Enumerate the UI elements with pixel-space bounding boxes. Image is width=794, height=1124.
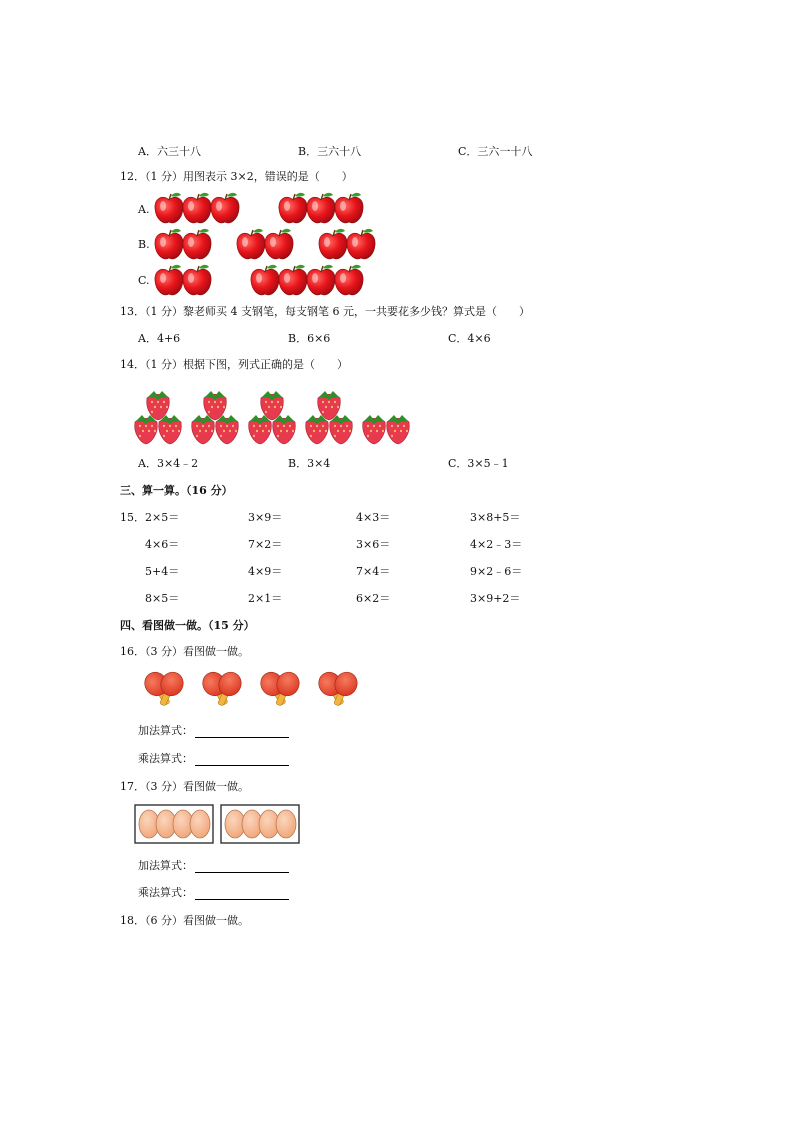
- egg-icon: [190, 810, 210, 838]
- q17-mul-row: [138, 886, 289, 900]
- q13-option-a: A．4+6: [138, 332, 181, 345]
- strawberry-icon: [363, 415, 386, 444]
- q14-strawberries-svg: [134, 382, 424, 452]
- strawberry-icon: [216, 415, 239, 444]
- q14-option-a: A．3×4﹣2: [138, 457, 199, 470]
- apple-icon: [211, 193, 239, 223]
- strawberry-icon: [306, 415, 329, 444]
- q17-add-row: [138, 859, 289, 873]
- apple-icon: [183, 193, 211, 223]
- strawberry-icon: [159, 415, 182, 444]
- q15-r3c0: 8×5＝: [145, 592, 180, 605]
- q15-r2c0: 5+4＝: [145, 565, 180, 578]
- q16-add-label: 加法算式：: [138, 724, 193, 737]
- strawberry-icon: [192, 415, 215, 444]
- q16-add-blank[interactable]: [195, 725, 289, 738]
- q15-r3c1: 2×1＝: [248, 592, 283, 605]
- q15-r0c2: 4×3＝: [356, 511, 391, 524]
- q15-r3c3: 3×9+2＝: [470, 592, 521, 605]
- q15-r1c0: 4×6＝: [145, 538, 180, 551]
- apple-icon: [155, 193, 183, 223]
- q13-option-c: C．4×6: [448, 332, 491, 345]
- apple-icon: [335, 193, 363, 223]
- q12-label-a: A.: [138, 203, 150, 216]
- strawberry-icon: [330, 415, 353, 444]
- q15-r0c0: 15．2×5＝: [120, 511, 180, 524]
- q16-add-row: [138, 724, 289, 738]
- q15-r2c3: 9×2﹣6＝: [470, 565, 523, 578]
- egg-icon: [276, 810, 296, 838]
- q11-option-c: C．三六一十八: [458, 145, 533, 158]
- apple-icon: [307, 265, 335, 295]
- q11-option-a: A．六三十八: [138, 145, 201, 158]
- q17-add-blank[interactable]: [195, 860, 289, 873]
- q12-label-c: C.: [138, 274, 150, 287]
- strawberry-icon: [135, 415, 158, 444]
- q15-r0c1: 3×9＝: [248, 511, 283, 524]
- apple-icon: [251, 265, 279, 295]
- q15-r2c1: 4×9＝: [248, 565, 283, 578]
- section-4-title: 四、看图做一做。（15 分）: [120, 619, 255, 632]
- q14-option-c: C．3×5﹣1: [448, 457, 509, 470]
- q16-paddles-svg: [134, 667, 374, 717]
- strawberry-icon: [249, 415, 272, 444]
- q11-option-b: B．三六十八: [298, 145, 362, 158]
- q17-mul-label: 乘法算式：: [138, 886, 193, 899]
- q14-option-b: B．3×4: [288, 457, 331, 470]
- q17-eggs-svg: [134, 804, 304, 846]
- apple-icon: [237, 229, 265, 259]
- apple-icon: [183, 265, 211, 295]
- q15-r3c2: 6×2＝: [356, 592, 391, 605]
- apple-icon: [279, 265, 307, 295]
- strawberry-icon: [273, 415, 296, 444]
- q16-mul-row: [138, 752, 289, 766]
- q15-r1c1: 7×2＝: [248, 538, 283, 551]
- apple-icon: [347, 229, 375, 259]
- q17-stem: 17．（3 分）看图做一做。: [120, 780, 249, 793]
- q12-label-b: B.: [138, 238, 150, 251]
- q13-option-b: B．6×6: [288, 332, 331, 345]
- q15-r2c2: 7×4＝: [356, 565, 391, 578]
- q15-r1c3: 4×2﹣3＝: [470, 538, 523, 551]
- apple-icon: [265, 229, 293, 259]
- q17-mul-blank[interactable]: [195, 887, 289, 900]
- q14-stem: 14．（1 分）根据下图，列式正确的是（ ）: [120, 358, 348, 371]
- q16-stem: 16．（3 分）看图做一做。: [120, 645, 249, 658]
- apple-icon: [155, 229, 183, 259]
- q15-r0c3: 3×8+5＝: [470, 511, 521, 524]
- apple-icon: [183, 229, 211, 259]
- q12-stem: 12．（1 分）用图表示 3×2，错误的是（ ）: [120, 170, 353, 183]
- q13-stem: 13．（1 分）黎老师买 4 支钢笔，每支钢笔 6 元，一共要花多少钱？算式是（ ）: [120, 305, 530, 318]
- q18-stem: 18．（6 分）看图做一做。: [120, 914, 249, 927]
- section-3-title: 三、算一算。（16 分）: [120, 484, 233, 497]
- q12-apples-svg: [155, 192, 395, 302]
- apple-icon: [279, 193, 307, 223]
- apple-icon: [335, 265, 363, 295]
- apple-icon: [319, 229, 347, 259]
- q15-r1c2: 3×6＝: [356, 538, 391, 551]
- apple-icon: [307, 193, 335, 223]
- strawberry-icon: [387, 415, 410, 444]
- apple-icon: [155, 265, 183, 295]
- q17-add-label: 加法算式：: [138, 859, 193, 872]
- q16-mul-label: 乘法算式：: [138, 752, 193, 765]
- q16-mul-blank[interactable]: [195, 753, 289, 766]
